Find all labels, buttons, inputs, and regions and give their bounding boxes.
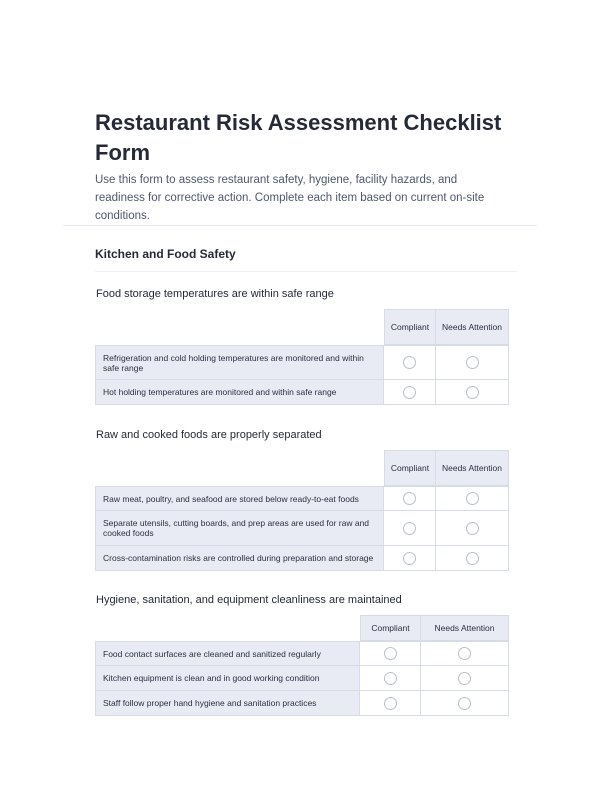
form-description: Use this form to assess restaurant safety, hygiene, facility hazards, and readiness for corrective action. Complete each item based on current on-site conditions.	[95, 174, 485, 222]
section-divider	[95, 271, 517, 272]
form-title: Restaurant Risk Assessment Checklist Form	[95, 110, 502, 165]
compliant-radio[interactable]	[384, 697, 397, 710]
matrix-row	[95, 691, 509, 716]
question-hygiene-sanitation: Hygiene, sanitation, and equipment cleanliness are maintained	[96, 594, 402, 606]
compliant-radio[interactable]	[384, 672, 397, 685]
needs-attention-radio[interactable]	[458, 647, 471, 660]
row-label: Cross-contamination risks are controlled during preparation and storage	[95, 546, 384, 571]
compliant-radio[interactable]	[403, 522, 416, 535]
row-label: Kitchen equipment is clean and in good working condition	[95, 666, 360, 691]
column-header-compliant: Compliant	[360, 615, 421, 641]
needs-attention-radio[interactable]	[466, 552, 479, 565]
matrix-hygiene-sanitation	[95, 615, 509, 716]
matrix-row	[95, 345, 509, 380]
needs-attention-radio[interactable]	[466, 356, 479, 369]
row-label: Hot holding temperatures are monitored and within safe range	[95, 380, 384, 405]
matrix-food-storage	[95, 309, 509, 405]
matrix-row	[95, 666, 509, 691]
row-label: Refrigeration and cold holding temperatures are monitored and within safe range	[95, 345, 384, 380]
column-header-needs-attention: Needs Attention	[421, 615, 509, 641]
needs-attention-radio[interactable]	[466, 522, 479, 535]
page-bottom-cutoff	[0, 716, 600, 800]
compliant-radio[interactable]	[384, 647, 397, 660]
column-header-needs-attention: Needs Attention	[436, 450, 509, 486]
row-label: Separate utensils, cutting boards, and prep areas are used for raw and cooked foods	[95, 511, 384, 546]
compliant-radio[interactable]	[403, 386, 416, 399]
compliant-radio[interactable]	[403, 492, 416, 505]
needs-attention-radio[interactable]	[458, 697, 471, 710]
form-header	[95, 108, 505, 225]
column-header-compliant: Compliant	[384, 309, 436, 345]
column-header-compliant: Compliant	[384, 450, 436, 486]
question-raw-cooked-separation: Raw and cooked foods are properly separated	[96, 429, 322, 441]
matrix-row	[95, 486, 509, 511]
needs-attention-radio[interactable]	[466, 492, 479, 505]
column-header-needs-attention: Needs Attention	[436, 309, 509, 345]
question-food-storage: Food storage temperatures are within safe range	[96, 288, 334, 300]
matrix-row	[95, 511, 509, 546]
row-label: Staff follow proper hand hygiene and sanitation practices	[95, 691, 360, 716]
row-label: Raw meat, poultry, and seafood are stored below ready-to-eat foods	[95, 486, 384, 511]
matrix-row	[95, 546, 509, 571]
compliant-radio[interactable]	[403, 356, 416, 369]
needs-attention-radio[interactable]	[458, 672, 471, 685]
matrix-row	[95, 380, 509, 405]
matrix-row	[95, 641, 509, 666]
compliant-radio[interactable]	[403, 552, 416, 565]
section-title: Kitchen and Food Safety	[95, 247, 236, 261]
matrix-raw-cooked-separation	[95, 450, 509, 571]
header-divider	[63, 225, 537, 226]
needs-attention-radio[interactable]	[466, 386, 479, 399]
row-label: Food contact surfaces are cleaned and sanitized regularly	[95, 641, 360, 666]
